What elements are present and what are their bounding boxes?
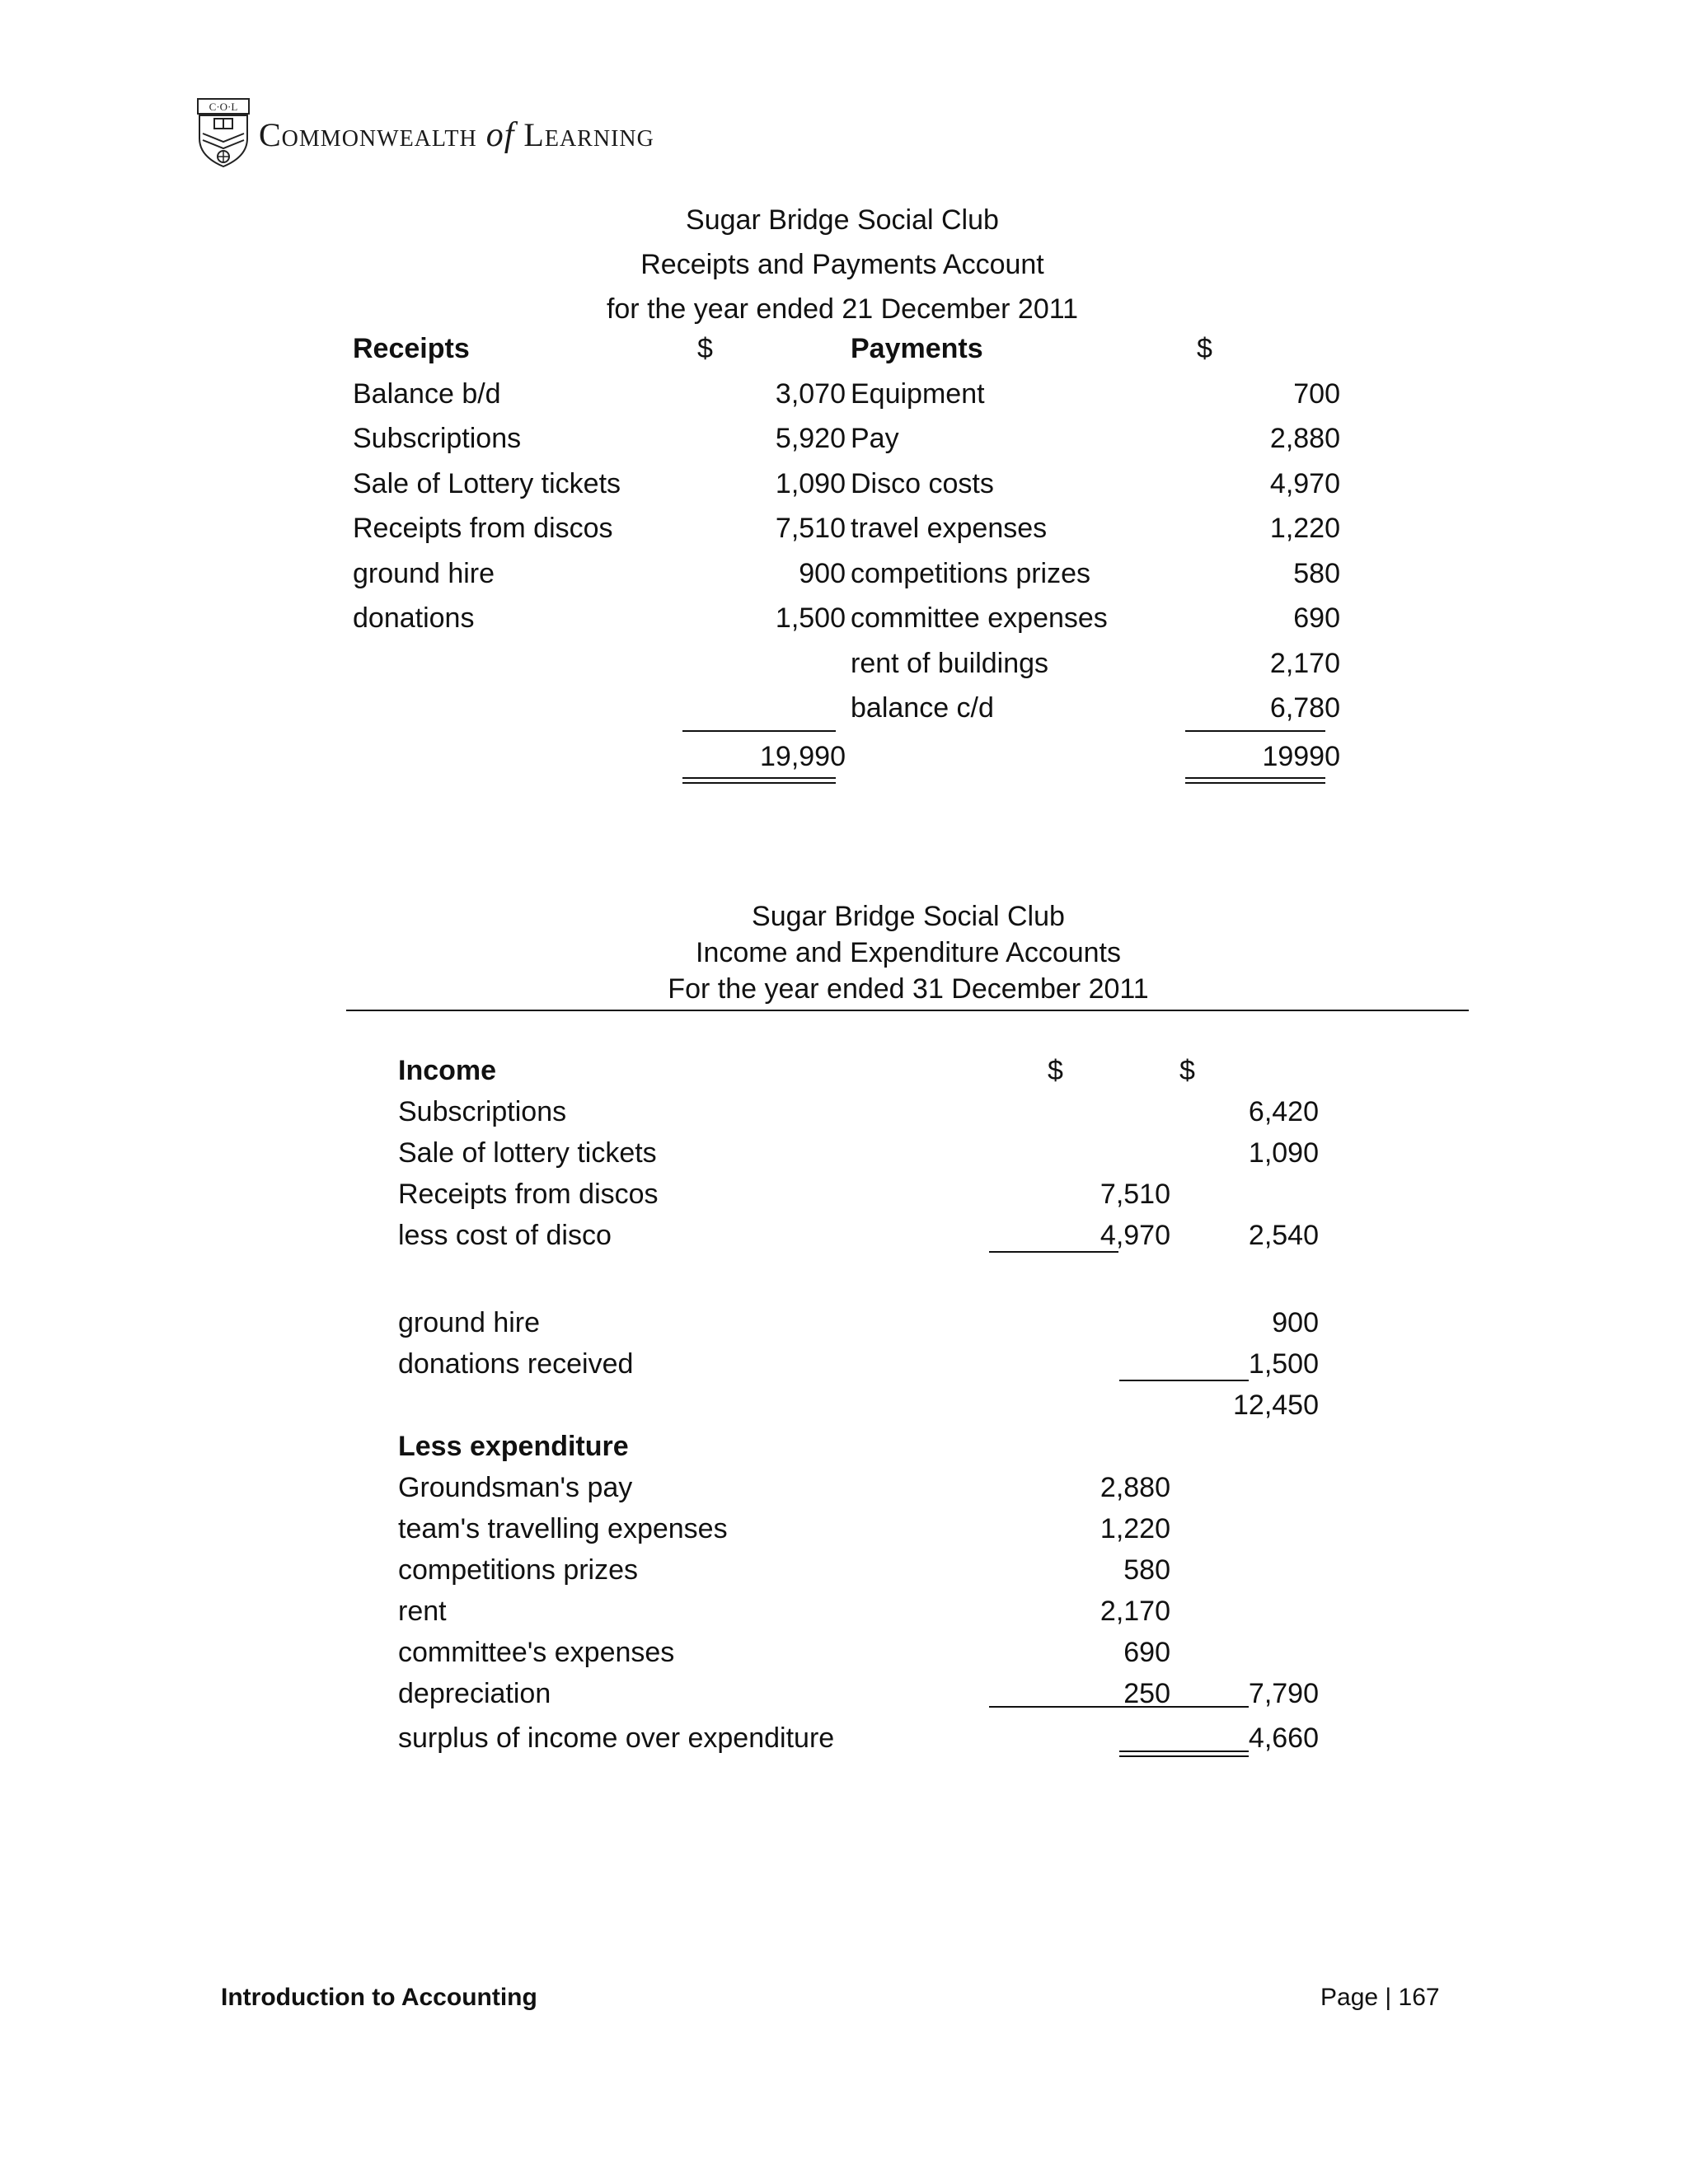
logo-wordmark-prefix: Commonwealth <box>259 116 486 153</box>
table-row <box>398 1510 1305 1551</box>
surplus-amount: 4,660 <box>1248 1722 1319 1754</box>
receipt-amount: 5,920 <box>775 423 846 454</box>
ie-header-row <box>398 1052 1305 1093</box>
expenditure-label: committee's expenses <box>398 1637 675 1668</box>
receipt-label: Sale of Lottery tickets <box>353 467 621 499</box>
expenditure-label: rent <box>398 1596 447 1627</box>
income-label: donations received <box>398 1348 634 1380</box>
payment-label: Pay <box>851 423 899 454</box>
ie-spacer <box>398 1258 1305 1304</box>
expenditure-header: Less expenditure <box>398 1431 629 1462</box>
table-row <box>398 1304 1319 1345</box>
rp-total-row <box>353 734 1342 782</box>
payment-label: competitions prizes <box>851 557 1091 589</box>
payments-header: Payments <box>851 333 983 364</box>
table-row <box>353 599 1342 644</box>
receipts-subtotal-rule <box>682 730 836 732</box>
income-col2: 2,540 <box>1248 1220 1319 1251</box>
income-col1: 4,970 <box>1100 1220 1170 1251</box>
income-col2: 6,420 <box>1248 1096 1319 1127</box>
table-row <box>398 1592 1305 1633</box>
income-col2: 900 <box>1272 1307 1319 1338</box>
income-label: less cost of disco <box>398 1220 612 1251</box>
footer-page-number: Page | 167 <box>1320 1984 1440 2011</box>
receipt-label: Subscriptions <box>353 423 522 454</box>
footer-book-title: Introduction to Accounting <box>221 1984 537 2011</box>
logo-badge-text: C·O·L <box>209 101 238 113</box>
rp-title: Sugar Bridge Social Club <box>686 204 999 236</box>
table-row <box>398 1633 1305 1675</box>
expenditure-label: Groundsman's pay <box>398 1472 633 1503</box>
payment-amount: 2,880 <box>1269 423 1340 454</box>
income-header: Income <box>398 1055 497 1086</box>
payment-label: Disco costs <box>851 467 994 499</box>
payments-total: 19990 <box>1262 740 1340 772</box>
income-col2: 1,090 <box>1248 1137 1319 1169</box>
income-label: Receipts from discos <box>398 1179 659 1210</box>
income-label: Sale of lottery tickets <box>398 1137 657 1169</box>
table-row <box>398 1675 1319 1716</box>
col-shield-icon <box>196 97 251 168</box>
table-row <box>353 689 1342 734</box>
payment-label: committee expenses <box>851 602 1108 634</box>
logo-wordmark-of: of <box>485 116 515 154</box>
payment-amount: 580 <box>1293 557 1340 589</box>
expenditure-subtotal-rule <box>989 1706 1249 1708</box>
table-row <box>353 465 1342 510</box>
payment-label: travel expenses <box>851 513 1048 544</box>
payment-label: Equipment <box>851 377 985 410</box>
receipt-label: Receipts from discos <box>353 513 613 544</box>
expenditure-col2: 7,790 <box>1248 1678 1319 1709</box>
table-row <box>398 1093 1319 1134</box>
ie-subtitle: Income and Expenditure Accounts <box>696 937 1121 968</box>
table-row <box>353 419 1342 465</box>
commonwealth-of-learning-logo <box>196 97 674 171</box>
table-row <box>398 1216 1319 1258</box>
receipts-total: 19,990 <box>760 740 846 772</box>
income-subtotal-rule <box>1119 1380 1249 1381</box>
table-row <box>353 644 1342 690</box>
income-col2: 1,500 <box>1248 1348 1319 1380</box>
income-label: Subscriptions <box>398 1096 567 1127</box>
expenditure-col1: 2,170 <box>1100 1596 1170 1627</box>
income-expenditure-table <box>398 1052 1319 1760</box>
receipts-total-double-rule <box>682 777 836 784</box>
logo-wordmark <box>259 115 654 155</box>
disco-net-rule <box>989 1251 1118 1253</box>
receipt-label: Balance b/d <box>353 377 501 410</box>
income-total: 12,450 <box>1233 1390 1319 1421</box>
payment-label: rent of buildings <box>851 647 1049 679</box>
expenditure-label: depreciation <box>398 1678 551 1709</box>
receipt-label: donations <box>353 602 475 634</box>
surplus-label: surplus of income over expenditure <box>398 1722 835 1754</box>
table-row <box>353 509 1342 555</box>
rp-subtitle: Receipts and Payments Account <box>640 249 1044 280</box>
payments-total-double-rule <box>1185 777 1325 784</box>
rp-period: for the year ended 21 December 2011 <box>606 293 1079 325</box>
ie-title: Sugar Bridge Social Club <box>752 901 1065 932</box>
payment-amount: 1,220 <box>1269 513 1340 544</box>
rp-header-row <box>353 330 1342 375</box>
receipt-amount: 3,070 <box>775 377 846 410</box>
ie-period: For the year ended 31 December 2011 <box>668 973 1149 1005</box>
ie-currency-col1: $ <box>1048 1055 1063 1086</box>
receipt-amount: 900 <box>799 557 846 589</box>
logo-wordmark-suffix: Learning <box>514 116 654 153</box>
payment-label: balance c/d <box>851 692 994 724</box>
income-col1: 7,510 <box>1100 1179 1170 1210</box>
expenditure-col1: 2,880 <box>1100 1472 1170 1503</box>
expenditure-col1: 1,220 <box>1100 1513 1170 1544</box>
receipt-amount: 7,510 <box>775 513 846 544</box>
income-label: ground hire <box>398 1307 541 1338</box>
table-row <box>398 1469 1305 1510</box>
expenditure-header-row <box>398 1427 1305 1469</box>
expenditure-col1: 690 <box>1123 1637 1170 1668</box>
receipts-payments-table <box>353 330 1342 782</box>
table-row <box>353 555 1342 600</box>
payment-amount: 690 <box>1293 602 1340 634</box>
payments-currency: $ <box>1197 333 1212 364</box>
ie-header-rule <box>346 1010 1469 1011</box>
table-row <box>398 1551 1305 1592</box>
table-row <box>398 1134 1319 1175</box>
expenditure-label: team's travelling expenses <box>398 1513 728 1544</box>
income-total-row <box>398 1386 1319 1427</box>
payment-amount: 2,170 <box>1269 647 1340 679</box>
receipt-amount: 1,090 <box>775 467 846 499</box>
table-row <box>353 375 1342 420</box>
payment-amount: 700 <box>1293 377 1340 410</box>
receipt-label: ground hire <box>353 557 495 589</box>
table-row <box>398 1175 1305 1216</box>
expenditure-label: competitions prizes <box>398 1554 639 1586</box>
receipts-currency: $ <box>697 333 713 364</box>
receipts-header: Receipts <box>353 333 470 364</box>
receipt-amount: 1,500 <box>775 602 846 634</box>
surplus-double-rule <box>1119 1750 1249 1757</box>
expenditure-col1: 580 <box>1123 1554 1170 1586</box>
expenditure-col1: 250 <box>1123 1678 1170 1709</box>
payment-amount: 4,970 <box>1269 467 1340 499</box>
payments-subtotal-rule <box>1185 730 1325 732</box>
ie-currency-col2: $ <box>1179 1055 1195 1086</box>
payment-amount: 6,780 <box>1269 692 1340 724</box>
